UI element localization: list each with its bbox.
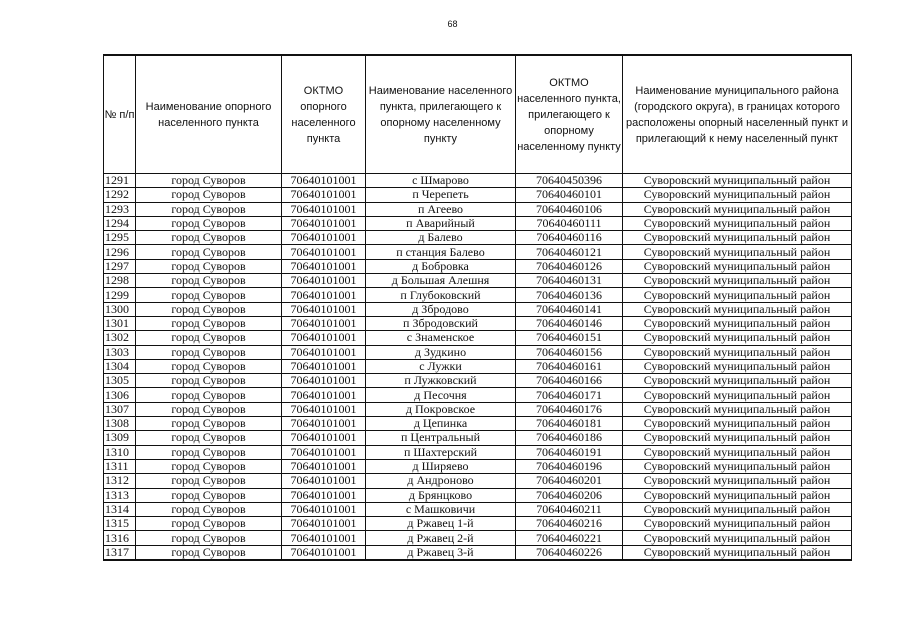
row-number: 1299 [104,288,136,302]
adjacent-oktmo-cell: 70640460196 [516,459,623,473]
row-number: 1316 [104,531,136,545]
municipal-district-cell: Суворовский муниципальный район [623,202,852,216]
table-header [104,55,852,174]
municipal-district-cell: Суворовский муниципальный район [623,216,852,230]
municipal-district-cell: Суворовский муниципальный район [623,488,852,502]
base-oktmo-cell: 70640101001 [282,417,366,431]
base-settlement-cell: город Суворов [136,188,282,202]
base-settlement-cell: город Суворов [136,288,282,302]
row-number: 1291 [104,174,136,188]
adjacent-settlement-cell: д Ржавец 2-й [366,531,516,545]
table-row [104,431,852,445]
column-header-municipal-district: Наименование муниципального района (городского округа), в границах которого расположены опорный населенный пункт и прилегающий к нему населенный пункт [623,55,852,174]
municipal-district-cell: Суворовский муниципальный район [623,474,852,488]
municipal-district-cell: Суворовский муниципальный район [623,374,852,388]
municipal-district-cell: Суворовский муниципальный район [623,445,852,459]
adjacent-oktmo-cell: 70640460141 [516,302,623,316]
table-row [104,188,852,202]
adjacent-settlement-cell: п Збродовский [366,316,516,330]
row-number: 1297 [104,259,136,273]
base-oktmo-cell: 70640101001 [282,388,366,402]
adjacent-oktmo-cell: 70640460211 [516,502,623,516]
adjacent-oktmo-cell: 70640460116 [516,231,623,245]
table-row [104,174,852,188]
adjacent-settlement-cell: д Большая Алешня [366,274,516,288]
municipal-district-cell: Суворовский муниципальный район [623,188,852,202]
municipal-district-cell: Суворовский муниципальный район [623,417,852,431]
base-oktmo-cell: 70640101001 [282,174,366,188]
municipal-district-cell: Суворовский муниципальный район [623,259,852,273]
table-row [104,545,852,560]
adjacent-oktmo-cell: 70640460181 [516,417,623,431]
adjacent-oktmo-cell: 70640460156 [516,345,623,359]
base-settlement-cell: город Суворов [136,531,282,545]
table-row [104,302,852,316]
row-number: 1310 [104,445,136,459]
page-number: 68 [447,19,458,29]
adjacent-oktmo-cell: 70640460106 [516,202,623,216]
adjacent-oktmo-cell: 70640460216 [516,517,623,531]
base-oktmo-cell: 70640101001 [282,531,366,545]
adjacent-settlement-cell: с Знаменское [366,331,516,345]
base-settlement-cell: город Суворов [136,359,282,373]
row-number: 1306 [104,388,136,402]
municipal-district-cell: Суворовский муниципальный район [623,302,852,316]
row-number: 1315 [104,517,136,531]
base-settlement-cell: город Суворов [136,517,282,531]
base-settlement-cell: город Суворов [136,445,282,459]
base-settlement-cell: город Суворов [136,202,282,216]
row-number: 1312 [104,474,136,488]
base-oktmo-cell: 70640101001 [282,259,366,273]
adjacent-oktmo-cell: 70640460206 [516,488,623,502]
adjacent-settlement-cell: д Брянцково [366,488,516,502]
adjacent-settlement-cell: д Андроново [366,474,516,488]
table-row [104,517,852,531]
table-row [104,488,852,502]
row-number: 1303 [104,345,136,359]
adjacent-settlement-cell: д Збродово [366,302,516,316]
adjacent-oktmo-cell: 70640460101 [516,188,623,202]
base-settlement-cell: город Суворов [136,259,282,273]
column-header-adjacent-settlement: Наименование населенного пункта, прилегающего к опорному населенному пункту [366,55,516,174]
base-oktmo-cell: 70640101001 [282,474,366,488]
table-body [104,174,852,561]
column-header-number: № п/п [104,55,136,174]
base-settlement-cell: город Суворов [136,459,282,473]
base-oktmo-cell: 70640101001 [282,216,366,230]
table-row [104,259,852,273]
adjacent-settlement-cell: д Ширяево [366,459,516,473]
adjacent-oktmo-cell: 70640460131 [516,274,623,288]
adjacent-settlement-cell: п Центральный [366,431,516,445]
base-oktmo-cell: 70640101001 [282,402,366,416]
adjacent-oktmo-cell: 70640460201 [516,474,623,488]
table-row [104,417,852,431]
column-header-adjacent-oktmo: ОКТМО населенного пункта, прилегающего к опорному населенному пункту [516,55,623,174]
municipal-district-cell: Суворовский муниципальный район [623,545,852,560]
base-settlement-cell: город Суворов [136,502,282,516]
row-number: 1301 [104,316,136,330]
base-settlement-cell: город Суворов [136,345,282,359]
base-settlement-cell: город Суворов [136,231,282,245]
base-oktmo-cell: 70640101001 [282,231,366,245]
adjacent-settlement-cell: д Песочня [366,388,516,402]
table-row [104,445,852,459]
municipal-district-cell: Суворовский муниципальный район [623,388,852,402]
municipal-district-cell: Суворовский муниципальный район [623,431,852,445]
base-settlement-cell: город Суворов [136,488,282,502]
municipal-district-cell: Суворовский муниципальный район [623,402,852,416]
adjacent-oktmo-cell: 70640460126 [516,259,623,273]
row-number: 1317 [104,545,136,560]
row-number: 1294 [104,216,136,230]
base-oktmo-cell: 70640101001 [282,331,366,345]
row-number: 1314 [104,502,136,516]
table-row [104,388,852,402]
row-number: 1307 [104,402,136,416]
base-oktmo-cell: 70640101001 [282,274,366,288]
base-settlement-cell: город Суворов [136,274,282,288]
base-oktmo-cell: 70640101001 [282,345,366,359]
adjacent-settlement-cell: п Лужковский [366,374,516,388]
adjacent-settlement-cell: д Балево [366,231,516,245]
column-header-base-settlement: Наименование опорного населенного пункта [136,55,282,174]
table-row [104,502,852,516]
table-row [104,402,852,416]
adjacent-oktmo-cell: 70640460121 [516,245,623,259]
municipal-district-cell: Суворовский муниципальный район [623,502,852,516]
adjacent-oktmo-cell: 70640460191 [516,445,623,459]
base-oktmo-cell: 70640101001 [282,288,366,302]
adjacent-settlement-cell: д Ржавец 1-й [366,517,516,531]
adjacent-oktmo-cell: 70640460111 [516,216,623,230]
base-oktmo-cell: 70640101001 [282,245,366,259]
adjacent-oktmo-cell: 70640460171 [516,388,623,402]
adjacent-oktmo-cell: 70640460221 [516,531,623,545]
table-row [104,245,852,259]
adjacent-settlement-cell: с Лужки [366,359,516,373]
adjacent-oktmo-cell: 70640460151 [516,331,623,345]
base-settlement-cell: город Суворов [136,316,282,330]
row-number: 1293 [104,202,136,216]
table-row [104,288,852,302]
adjacent-oktmo-cell: 70640460161 [516,359,623,373]
table-row [104,216,852,230]
header-row [104,55,852,174]
base-settlement-cell: город Суворов [136,216,282,230]
base-oktmo-cell: 70640101001 [282,502,366,516]
base-settlement-cell: город Суворов [136,174,282,188]
base-settlement-cell: город Суворов [136,402,282,416]
base-settlement-cell: город Суворов [136,374,282,388]
adjacent-settlement-cell: д Цепинка [366,417,516,431]
base-oktmo-cell: 70640101001 [282,459,366,473]
column-header-base-oktmo: ОКТМО опорного населенного пункта [282,55,366,174]
adjacent-settlement-cell: д Зудкино [366,345,516,359]
adjacent-settlement-cell: п Шахтерский [366,445,516,459]
base-oktmo-cell: 70640101001 [282,359,366,373]
base-oktmo-cell: 70640101001 [282,302,366,316]
adjacent-settlement-cell: п станция Балево [366,245,516,259]
row-number: 1295 [104,231,136,245]
base-settlement-cell: город Суворов [136,474,282,488]
base-settlement-cell: город Суворов [136,388,282,402]
municipal-district-cell: Суворовский муниципальный район [623,345,852,359]
base-oktmo-cell: 70640101001 [282,374,366,388]
row-number: 1309 [104,431,136,445]
table-row [104,374,852,388]
row-number: 1296 [104,245,136,259]
table-row [104,345,852,359]
base-oktmo-cell: 70640101001 [282,431,366,445]
municipal-district-cell: Суворовский муниципальный район [623,331,852,345]
municipal-district-cell: Суворовский муниципальный район [623,316,852,330]
base-oktmo-cell: 70640101001 [282,445,366,459]
table-row [104,316,852,330]
adjacent-settlement-cell: д Бобровка [366,259,516,273]
base-settlement-cell: город Суворов [136,245,282,259]
table-row [104,531,852,545]
municipal-district-cell: Суворовский муниципальный район [623,245,852,259]
table-row [104,474,852,488]
municipal-district-cell: Суворовский муниципальный район [623,459,852,473]
table-row [104,459,852,473]
municipal-district-cell: Суворовский муниципальный район [623,174,852,188]
base-oktmo-cell: 70640101001 [282,517,366,531]
row-number: 1302 [104,331,136,345]
adjacent-oktmo-cell: 70640460176 [516,402,623,416]
adjacent-settlement-cell: с Шмарово [366,174,516,188]
row-number: 1298 [104,274,136,288]
base-oktmo-cell: 70640101001 [282,488,366,502]
municipal-district-cell: Суворовский муниципальный район [623,517,852,531]
settlements-table [103,54,852,561]
municipal-district-cell: Суворовский муниципальный район [623,531,852,545]
adjacent-oktmo-cell: 70640460136 [516,288,623,302]
base-oktmo-cell: 70640101001 [282,202,366,216]
adjacent-settlement-cell: с Машковичи [366,502,516,516]
municipal-district-cell: Суворовский муниципальный район [623,274,852,288]
table-row [104,231,852,245]
adjacent-oktmo-cell: 70640450396 [516,174,623,188]
base-settlement-cell: город Суворов [136,431,282,445]
base-oktmo-cell: 70640101001 [282,188,366,202]
base-settlement-cell: город Суворов [136,545,282,560]
table-row [104,274,852,288]
table-row [104,359,852,373]
base-settlement-cell: город Суворов [136,417,282,431]
row-number: 1311 [104,459,136,473]
row-number: 1305 [104,374,136,388]
base-settlement-cell: город Суворов [136,331,282,345]
adjacent-settlement-cell: п Агеево [366,202,516,216]
adjacent-settlement-cell: п Черепеть [366,188,516,202]
adjacent-settlement-cell: п Глубоковский [366,288,516,302]
base-oktmo-cell: 70640101001 [282,545,366,560]
row-number: 1313 [104,488,136,502]
adjacent-oktmo-cell: 70640460146 [516,316,623,330]
adjacent-settlement-cell: п Аварийный [366,216,516,230]
municipal-district-cell: Суворовский муниципальный район [623,231,852,245]
table-row [104,202,852,216]
table-row [104,331,852,345]
row-number: 1308 [104,417,136,431]
adjacent-oktmo-cell: 70640460226 [516,545,623,560]
municipal-district-cell: Суворовский муниципальный район [623,359,852,373]
base-oktmo-cell: 70640101001 [282,316,366,330]
adjacent-settlement-cell: д Покровское [366,402,516,416]
adjacent-oktmo-cell: 70640460166 [516,374,623,388]
row-number: 1292 [104,188,136,202]
row-number: 1300 [104,302,136,316]
row-number: 1304 [104,359,136,373]
adjacent-settlement-cell: д Ржавец 3-й [366,545,516,560]
municipal-district-cell: Суворовский муниципальный район [623,288,852,302]
adjacent-oktmo-cell: 70640460186 [516,431,623,445]
base-settlement-cell: город Суворов [136,302,282,316]
